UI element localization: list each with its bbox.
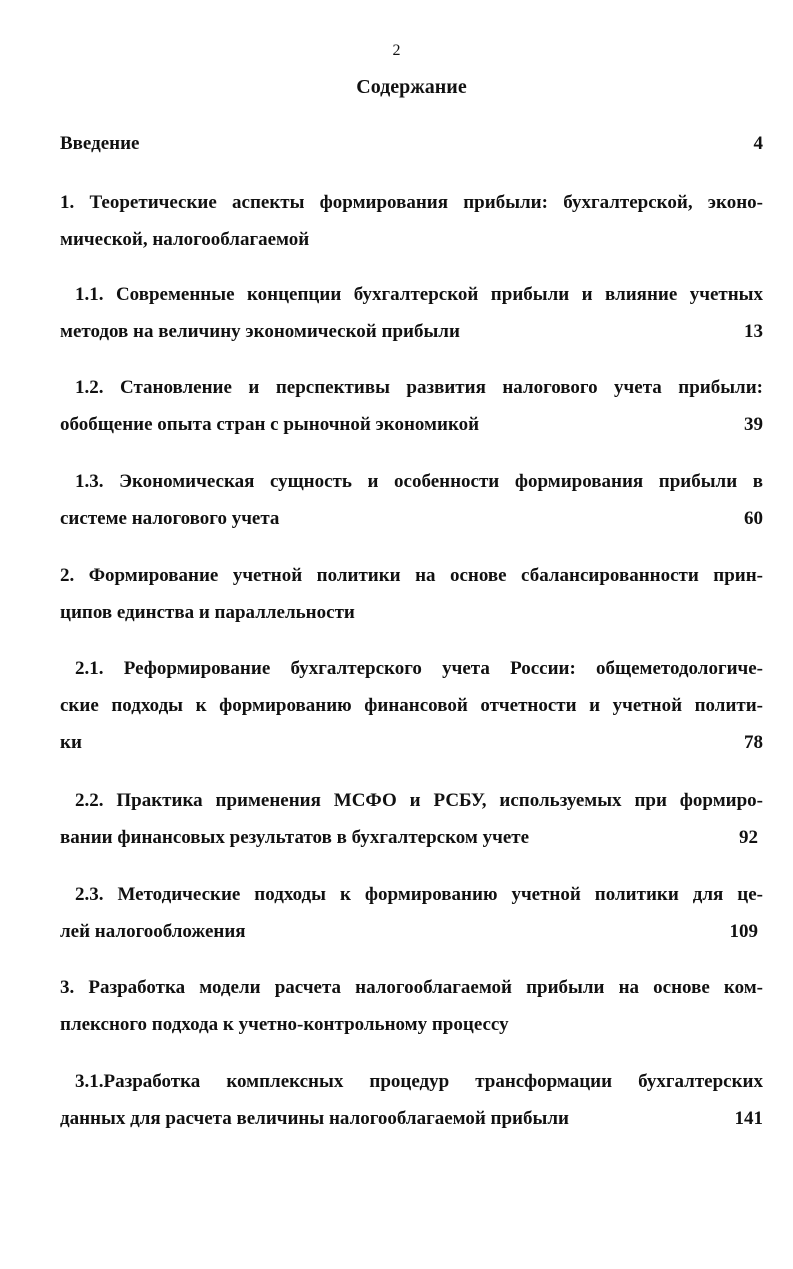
toc-entry-chapter-2 bbox=[60, 557, 763, 631]
toc-page-number: 13 bbox=[744, 321, 763, 342]
toc-line: 1. Теоретические аспекты формирования прибыли: бухгалтерской, эконо- bbox=[60, 192, 763, 213]
toc-page-number: 78 bbox=[744, 732, 763, 753]
toc-page-number: 4 bbox=[753, 133, 763, 154]
toc-line bbox=[60, 913, 763, 950]
toc-entry-section-1-1 bbox=[60, 276, 763, 350]
toc-line: 2. Формирование учетной политики на основе сбалансированности прин- bbox=[60, 565, 763, 586]
toc-line bbox=[60, 313, 763, 350]
toc-line bbox=[60, 500, 763, 537]
toc-line: ские подходы к формированию финансовой отчетности и учетной полити- bbox=[60, 695, 763, 716]
toc-entry-section-1-2 bbox=[60, 369, 763, 443]
toc-line: 2.3. Методические подходы к формированию учетной политики для це- bbox=[75, 884, 763, 905]
toc-entry-section-3-1 bbox=[60, 1063, 763, 1137]
toc-line: 2.1. Реформирование бухгалтерского учета России: общеметодологиче- bbox=[75, 658, 763, 679]
toc-entry-section-2-1 bbox=[60, 650, 763, 761]
toc-line bbox=[60, 819, 763, 856]
toc-entry-label: данных для расчета величины налогооблагаемой прибыли bbox=[60, 1108, 569, 1129]
toc-page-number: 92 bbox=[739, 827, 758, 848]
toc-page-number: 39 bbox=[744, 414, 763, 435]
toc-page-number: 109 bbox=[729, 921, 758, 942]
toc-entry-label: обобщение опыта стран с рыночной экономикой bbox=[60, 414, 480, 435]
page-title: Содержание bbox=[356, 76, 467, 98]
toc-entry-chapter-1 bbox=[60, 184, 763, 258]
toc-line bbox=[60, 125, 763, 162]
toc-page-number: 60 bbox=[744, 508, 763, 529]
toc-line bbox=[60, 724, 763, 761]
toc-line: мической, налогооблагаемой bbox=[60, 229, 310, 250]
toc-line: 1.1. Современные концепции бухгалтерской прибыли и влияние учетных bbox=[75, 284, 763, 305]
toc-page-number: 141 bbox=[734, 1108, 763, 1129]
toc-entry-label: лей налогообложения bbox=[60, 921, 246, 942]
toc-entry-section-2-2 bbox=[60, 782, 763, 856]
toc-entry-chapter-3 bbox=[60, 969, 763, 1043]
toc-entry-label: методов на величину экономической прибыли bbox=[60, 321, 460, 342]
toc-entry-label: системе налогового учета bbox=[60, 508, 280, 529]
toc-line: 3.1.Разработка комплексных процедур трансформации бухгалтерских bbox=[75, 1071, 763, 1092]
toc-line: ципов единства и параллельности bbox=[60, 602, 355, 623]
toc-entry-label: ки bbox=[60, 732, 82, 753]
toc-line: плексного подхода к учетно-контрольному процессу bbox=[60, 1014, 509, 1035]
toc-line: 1.3. Экономическая сущность и особенности формирования прибыли в bbox=[75, 471, 763, 492]
toc-entry-section-2-3 bbox=[60, 876, 763, 950]
toc-entry-label: Введение bbox=[60, 133, 140, 154]
toc-entry-label: вании финансовых результатов в бухгалтерском учете bbox=[60, 827, 530, 848]
page-number: 2 bbox=[392, 42, 401, 59]
toc-entry-section-1-3 bbox=[60, 463, 763, 537]
toc-line: 2.2. Практика применения МСФО и РСБУ, используемых при формиро- bbox=[75, 790, 763, 811]
toc-line bbox=[60, 1100, 763, 1137]
toc-line: 3. Разработка модели расчета налогооблагаемой прибыли на основе ком- bbox=[60, 977, 763, 998]
toc-entry-intro bbox=[60, 125, 763, 162]
toc-line: 1.2. Становление и перспективы развития налогового учета прибыли: bbox=[75, 377, 763, 398]
toc-line bbox=[60, 406, 763, 443]
